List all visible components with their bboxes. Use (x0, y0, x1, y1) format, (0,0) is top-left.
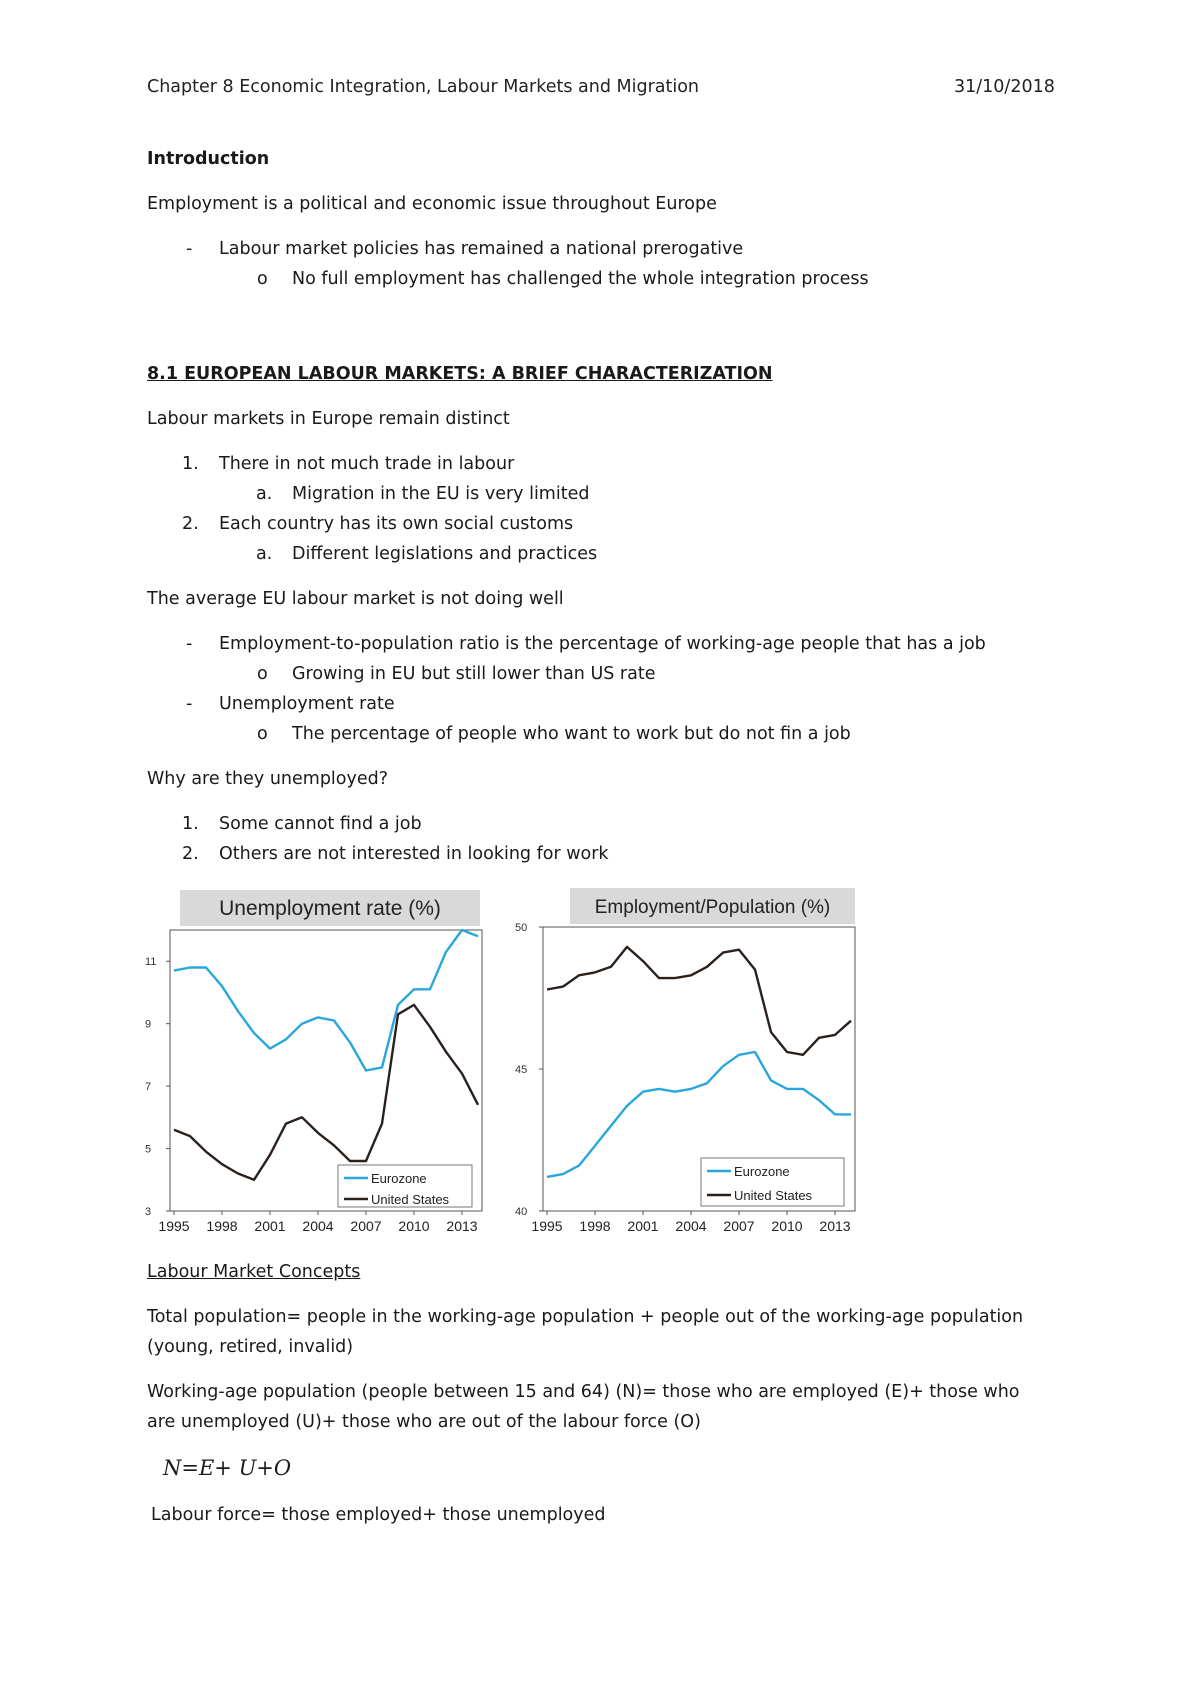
section-heading: 8.1 EUROPEAN LABOUR MARKETS: A BRIEF CHARACTERIZATION (147, 364, 773, 384)
number-2: 2. (182, 514, 199, 534)
concepts-paragraph: Working-age population (people between 15 and 64) (N)= those who are employed (E)+ those who (147, 1382, 1020, 1402)
y-tick-label: 5 (145, 1143, 152, 1156)
dash-bullet: - (186, 634, 193, 654)
chart-title: Unemployment rate (%) (219, 897, 441, 920)
section-paragraph: Labour markets in Europe remain distinct (147, 409, 510, 429)
dash-bullet: - (186, 239, 193, 259)
list-item: Unemployment rate (219, 694, 395, 714)
x-tick-label: 1998 (579, 1218, 611, 1234)
concepts-paragraph: Total population= people in the working-age population + people out of the working-age population (147, 1307, 1024, 1327)
intro-sub-item: No full employment has challenged the whole integration process (292, 269, 869, 289)
legend-label: United States (371, 1192, 450, 1207)
unemployment-chart (145, 880, 495, 1240)
concepts-paragraph: are unemployed (U)+ those who are out of the labour force (O) (147, 1412, 701, 1432)
x-tick-label: 2001 (254, 1218, 286, 1234)
x-tick-label: 1998 (206, 1218, 238, 1234)
y-tick-label: 45 (515, 1064, 528, 1076)
series-line-united-states (174, 1005, 478, 1180)
header-title: Chapter 8 Economic Integration, Labour Markets and Migration (147, 77, 700, 97)
chart-title: Employment/Population (%) (594, 897, 831, 918)
x-tick-label: 2004 (675, 1218, 707, 1234)
series-line-united-states (547, 947, 851, 1055)
legend-label: Eurozone (734, 1164, 790, 1179)
number-2: 2. (182, 844, 199, 864)
dash-bullet: - (186, 694, 193, 714)
circle-bullet: o (257, 269, 268, 289)
letter-a: a. (256, 544, 273, 564)
x-tick-label: 1995 (158, 1218, 190, 1234)
legend-label: United States (734, 1188, 813, 1203)
y-tick-label: 9 (145, 1018, 152, 1031)
employment-population-chart (505, 880, 860, 1240)
list-sub-item: Growing in EU but still lower than US rate (292, 664, 656, 684)
concepts-heading: Labour Market Concepts (147, 1262, 361, 1282)
section-paragraph: The average EU labour market is not doing well (147, 589, 564, 609)
list-item: Some cannot find a job (219, 814, 422, 834)
intro-heading: Introduction (147, 149, 270, 169)
x-tick-label: 2007 (723, 1218, 755, 1234)
y-tick-label: 50 (515, 922, 528, 934)
intro-dash-item: Labour market policies has remained a national prerogative (219, 239, 744, 259)
circle-bullet: o (257, 664, 268, 684)
x-tick-label: 2001 (627, 1218, 659, 1234)
header-date: 31/10/2018 (954, 77, 1055, 97)
list-sub-item: Different legislations and practices (292, 544, 598, 564)
y-tick-label: 11 (145, 956, 157, 969)
list-item: Employment-to-population ratio is the percentage of working-age people that has a job (219, 634, 986, 654)
letter-a: a. (256, 484, 273, 504)
x-tick-label: 2013 (446, 1218, 478, 1234)
y-tick-label: 7 (145, 1081, 152, 1094)
number-1: 1. (182, 814, 199, 834)
list-sub-item: Migration in the EU is very limited (292, 484, 590, 504)
x-tick-label: 2010 (771, 1218, 803, 1234)
list-sub-item: The percentage of people who want to work but do not fin a job (292, 724, 851, 744)
x-tick-label: 1995 (531, 1218, 563, 1234)
y-tick-label: 40 (515, 1206, 528, 1218)
number-1: 1. (182, 454, 199, 474)
y-tick-label: 3 (145, 1206, 152, 1218)
concepts-paragraph: Labour force= those employed+ those unemployed (151, 1505, 606, 1525)
list-item: Each country has its own social customs (219, 514, 574, 534)
intro-paragraph: Employment is a political and economic issue throughout Europe (147, 194, 717, 214)
series-line-eurozone (174, 930, 478, 1071)
section-paragraph: Why are they unemployed? (147, 769, 389, 789)
equation: N=E+ U+O (163, 1456, 292, 1480)
list-item: Others are not interested in looking for work (219, 844, 609, 864)
x-tick-label: 2007 (350, 1218, 382, 1234)
legend-label: Eurozone (371, 1171, 427, 1186)
concepts-paragraph: (young, retired, invalid) (147, 1337, 354, 1357)
list-item: There in not much trade in labour (219, 454, 515, 474)
x-tick-label: 2004 (302, 1218, 334, 1234)
x-tick-label: 2010 (398, 1218, 430, 1234)
x-tick-label: 2013 (819, 1218, 851, 1234)
circle-bullet: o (257, 724, 268, 744)
